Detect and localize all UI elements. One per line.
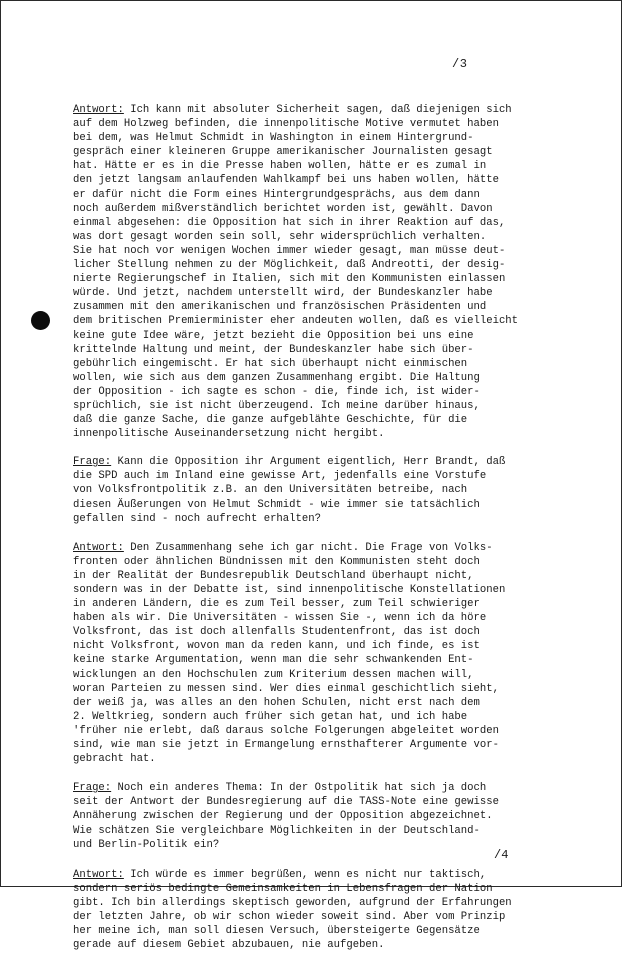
answer-paragraph: [73, 103, 605, 441]
answer-text: Ich kann mit absoluter Sicherheit sagen, daß diejenigen sich auf dem Holzweg befinden, die innenpolitische Motive vermutet haben bei dem, was Helmut Schmidt in Washington in einem Hintergrund- gespräch einer kleineren Gruppe amerikanischer Journalisten gesagt hat. Hätte er es in die Presse haben wollen, hätte er es zumal in den jetzt langsam anlaufenden Wahlkampf bei uns haben wollen, hätte er dafür nicht die Form eines Hintergrundgesprächs, aus dem dann noch außerdem mißverständlich berichtet worden ist, gewählt. Davon einmal abgesehen: die Opposition hat sich in ihrer Reaktion auf das, was dort gesagt worden sein soll, sehr widersprüchlich verhalten. Sie hat noch vor wenigen Wochen immer wieder gesagt, man müsse deut- licher Stellung nehmen zu der Möglichkeit, daß Andreotti, der desig- nierte Regierungschef in Italien, sich mit den Kommunisten einlassen würde. Und jetzt, nachdem unterstellt wird, der Bundeskanzler habe zusammen mit den amerikanischen und französischen Präsidenten und dem britischen Premierminister eher andeuten wollen, daß es vielleicht keine gute Idee wäre, jetzt bezieht die Opposition bei uns eine krittelnde Haltung und meint, der Bundeskanzler habe sich über- gebührlich eingemischt. Er hat sich überhaupt nicht einmischen wollen, wie sich aus dem ganzen Zusammenhang ergibt. Die Haltung der Opposition - ich sagte es schon - die, finde ich, ist wider- sprüchlich, sie ist nicht überzeugend. Ich meine darüber hinaus, daß die ganze Sache, die ganze aufgeblähte Geschichte, für die innenpolitische Auseinandersetzung nicht hergibt.: [73, 104, 519, 441]
question-paragraph: [73, 781, 605, 851]
punch-hole-mark: [31, 311, 50, 330]
speaker-label: Antwort:: [73, 104, 124, 116]
page-number-bottom: /4: [494, 848, 509, 862]
page-number-top: /3: [452, 57, 468, 71]
answer-text: Ich würde es immer begrüßen, wenn es nicht nur taktisch, sondern seriös bedingte Gemeinsamkeiten in Lebensfragen der Nation gibt. Ich bin allerdings skeptisch geworden, aufgrund der Erfahrungen der letzten Jahre, ob wir schon wieder soweit sind. Aber vom Prinzip her meine ich, man soll diesen Versuch, übersteigerte Gegensätze gerade auf diesem Gebiet abzubauen, nie aufgeben.: [73, 868, 512, 952]
speaker-label: Antwort:: [73, 868, 124, 881]
answer-paragraph: [73, 541, 605, 767]
answer-paragraph: [73, 868, 605, 953]
speaker-label: Frage:: [73, 456, 112, 469]
speaker-label: Frage:: [73, 782, 112, 795]
question-text: Kann die Opposition ihr Argument eigentlich, Herr Brandt, daß die SPD auch im Inland eine gewisse Art, jedenfalls eine Vorstufe von Volksfrontpolitik z.B. an den Universitäten betreibe, nach diesen Äußerungen von Helmut Schmidt - wie immer sie tatsächlich gefallen sind - noch aufrecht erhalten?: [73, 456, 506, 525]
question-paragraph: [73, 455, 605, 525]
speaker-label: Antwort:: [73, 541, 124, 554]
answer-text: Den Zusammenhang sehe ich gar nicht. Die Frage von Volks- fronten oder ähnlichen Bündnissen mit den Kommunisten steht doch in der Realität der Bundesrepublik Deutschland überhaupt nicht, sondern was in der Debatte ist, sind innenpolitische Konstellationen in anderen Ländern, die es zum Teil besser, zum Teil schwieriger haben als wir. Die Universitäten - wissen Sie -, wenn ich da höre Volksfront, das ist doch allenfalls Studentenfront, das ist doch nicht Volksfront, wovon man da reden kann, und ich finde, es ist keine starke Argumentation, wenn man die sehr schwankenden Ent- wicklungen an den Hochschulen zum Kriterium dessen machen will, woran Parteien zu messen sind. Wer dies einmal geschichtlich sieht, der weiß ja, was alles an den hohen Schulen, nicht erst nach dem 2. Weltkrieg, sondern auch früher sich getan hat, und ich habe 'früher nie erlebt, daß daraus solche Folgerungen abgeleitet worden sind, wie man sie jetzt in Ermangelung ernsthafterer Argumente vor- gebracht hat.: [73, 541, 506, 766]
question-text: Noch ein anderes Thema: In der Ostpolitik hat sich ja doch seit der Antwort der Bundesregierung auf die TASS-Note eine gewisse Annäherung zwischen der Regierung und der Opposition abgezeichnet. Wie schätzen Sie vergleichbare Möglichkeiten in der Deutschland- und Berlin-Politik ein?: [73, 782, 499, 851]
interview-transcript: [73, 103, 605, 970]
